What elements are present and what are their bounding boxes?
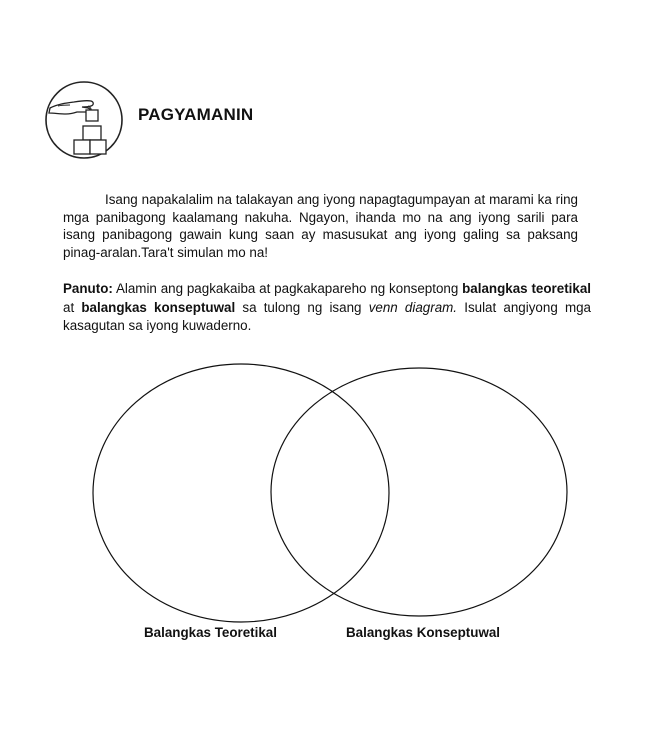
venn-left-label: Balangkas Teoretikal [144, 625, 277, 640]
venn-right-label: Balangkas Konseptuwal [346, 625, 501, 640]
hand-stacking-blocks-icon [44, 80, 124, 160]
directions-text-3: sa tulong ng isang [242, 299, 362, 315]
term-balangkas-konseptuwal: balangkas konseptuwal [81, 299, 236, 315]
term-venn-diagram: venn diagram. [368, 299, 458, 315]
venn-circle-right [271, 368, 567, 616]
directions-text-2: at [63, 299, 75, 315]
directions-label: Panuto: [63, 281, 113, 296]
directions-text-4: Isulat angiyong mga kasagutan sa iyong kuwaderno. [63, 299, 592, 333]
directions-text-1: Alamin ang pagkakaiba at pagkakapareho ng konseptong [115, 281, 459, 296]
directions-paragraph [63, 280, 591, 336]
intro-paragraph: Isang napakalalim na talakayan ang iyong napagtagumpayan at marami ka ring mga panibagong kaalamang nakuha. Ngayon, ihanda mo na ang iyong sarili para isang panibagong gawain kung saan ay masusukat ang iyong galing sa paksang pinag-aralan.Tara't simulan mo na! [63, 192, 578, 260]
venn-circle-left [93, 364, 389, 622]
term-balangkas-teoretikal: balangkas teoretikal [462, 281, 591, 296]
section-title: PAGYAMANIN [138, 105, 254, 124]
